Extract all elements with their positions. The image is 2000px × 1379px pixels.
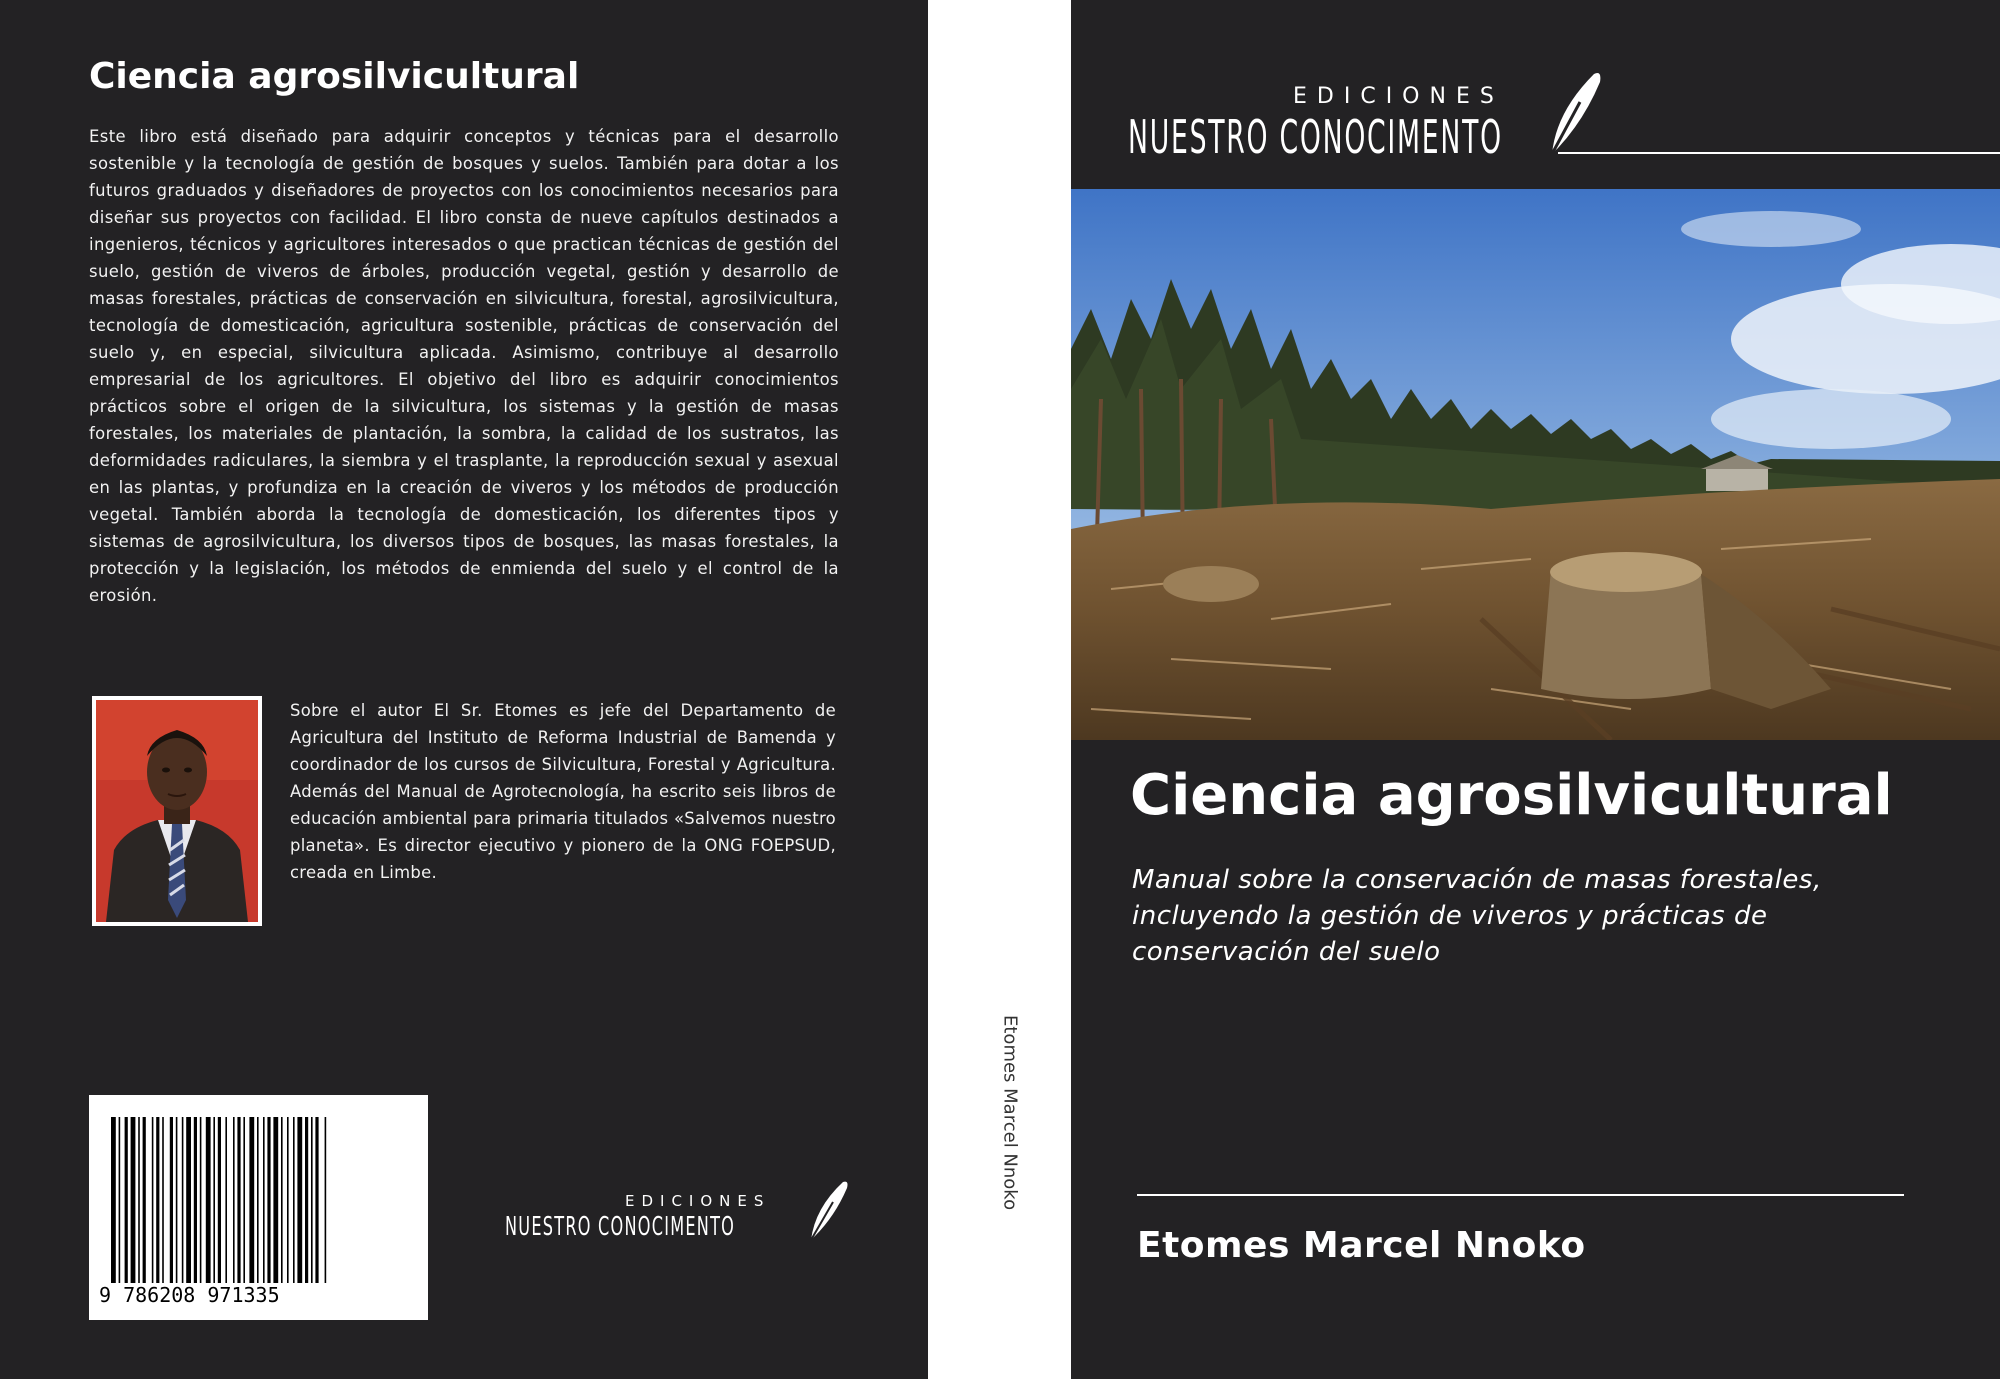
barcode-bar <box>263 1117 265 1283</box>
barcode-bar <box>156 1117 159 1283</box>
barcode-bar <box>281 1117 283 1283</box>
barcode-bar <box>182 1117 184 1283</box>
author-bio: Sobre el autor El Sr. Etomes es jefe del Departamento de Agricultura del Instituto de Reforma Industrial de Bamenda y coordinador de los cursos de Silvicultura, Forestal y Agricultura. Además del Manual de Agrotecnología, ha escrito seis libros de educación ambiental para primaria titulados «Salvemos nuestro planeta». Es director ejecutivo y pionero de la ONG FOEPSUD, creada en Limbe. <box>290 701 836 882</box>
front-cover-subtitle: Manual sobre la conservación de masas forestales, incluyendo la gestión de viveros y prácticas de conservación del suelo <box>1132 865 1822 967</box>
barcode-bar <box>315 1117 318 1283</box>
publisher-top-text: EDICIONES <box>1293 84 1504 109</box>
barcode-bar <box>152 1117 154 1283</box>
barcode-bar <box>293 1117 295 1283</box>
barcode-bar <box>243 1117 245 1283</box>
barcode-bar <box>297 1117 302 1283</box>
publisher-top-text: EDICIONES <box>625 1192 771 1210</box>
isbn-number: 9 786208 971335 <box>99 1283 280 1307</box>
barcode-bar <box>206 1117 211 1283</box>
barcode-bar <box>213 1117 215 1283</box>
barcode-bar <box>119 1117 121 1283</box>
logo-rule <box>1558 152 2000 154</box>
barcode-bar <box>138 1117 140 1283</box>
barcode-bar <box>125 1117 128 1283</box>
barcode-bar <box>311 1117 313 1283</box>
author-portrait-image <box>96 700 258 922</box>
back-publisher-logo <box>505 1178 850 1248</box>
quill-pen-icon <box>805 1178 850 1243</box>
spine <box>928 0 1071 1379</box>
barcode-bar <box>233 1117 235 1283</box>
barcode-bar <box>267 1117 270 1283</box>
barcode-bar <box>257 1117 259 1283</box>
barcode-bar <box>237 1117 240 1283</box>
publisher-bottom-text: NUESTRO CONOCIMENTO <box>505 1212 736 1242</box>
publisher-bottom-text: NUESTRO CONOCIMENTO <box>1128 110 1503 164</box>
isbn-barcode <box>89 1095 428 1320</box>
barcode-bar <box>131 1117 136 1283</box>
front-publisher-logo <box>1128 62 2000 162</box>
barcode-bar <box>325 1117 327 1283</box>
author-divider <box>1137 1194 1904 1196</box>
quill-pen-icon <box>1544 68 1604 158</box>
front-cover-title: Ciencia agrosilvicultural <box>1130 763 1893 828</box>
barcode-bar <box>143 1117 146 1283</box>
cover-photo-deforestation <box>1071 189 2000 740</box>
barcode-bar <box>111 1117 116 1283</box>
barcode-bar <box>218 1117 221 1283</box>
barcode-bar <box>170 1117 173 1283</box>
barcode-bar <box>162 1117 164 1283</box>
barcode-bar <box>273 1117 278 1283</box>
barcode-bar <box>287 1117 289 1283</box>
barcode-bar <box>186 1117 191 1283</box>
front-cover-author: Etomes Marcel Nnoko <box>1137 1225 1586 1266</box>
barcode-bar <box>249 1117 254 1283</box>
author-photo <box>92 696 262 926</box>
barcode-bar <box>176 1117 178 1283</box>
back-cover-title: Ciencia agrosilvicultural <box>89 56 580 97</box>
spine-author: Etomes Marcel Nnoko <box>999 1015 1020 1211</box>
barcode-bar <box>200 1117 202 1283</box>
back-cover-description: Este libro está diseñado para adquirir conceptos y técnicas para el desarrollo sostenible y la tecnología de gestión de bosques y suelos. También para dotar a los futuros graduados y diseñadores de proyectos con los conocimientos necesarios para diseñar sus proyectos con facilidad. El libro consta de nueve capítulos destinados a ingenieros, técnicos y agricultores interesados o que practican técnicas de gestión del suelo, gestión de viveros de árboles, producción vegetal, gestión y desarrollo de masas forestales, prácticas de conservación en silvicultura, forestal, agrosilvicultura, tecnología de domesticación, agricultura sostenible, prácticas de conservación del suelo y, en especial, silvicultura aplicada. Asimismo, contribuye al desarrollo empresarial de los agricultores. El objetivo del libro es adquirir conocimientos prácticos sobre el origen de la silvicultura, los sistemas y la gestión de masas forestales, los materiales de plantación, la sombra, la calidad de los sustratos, las deformidades radiculares, la siembra y el trasplante, la reproducción sexual y asexual en las plantas, y profundiza en la creación de viveros y los métodos de producción vegetal. También aborda la tecnología de domesticación, los diferentes tipos y sistemas de agrosilvicultura, los diversos tipos de bosques, las masas forestales, la protección y la legislación, los métodos de enmienda del suelo y el control de la erosión. <box>89 127 839 605</box>
barcode-bar <box>305 1117 308 1283</box>
barcode-bar <box>194 1117 197 1283</box>
barcode-bar <box>225 1117 227 1283</box>
